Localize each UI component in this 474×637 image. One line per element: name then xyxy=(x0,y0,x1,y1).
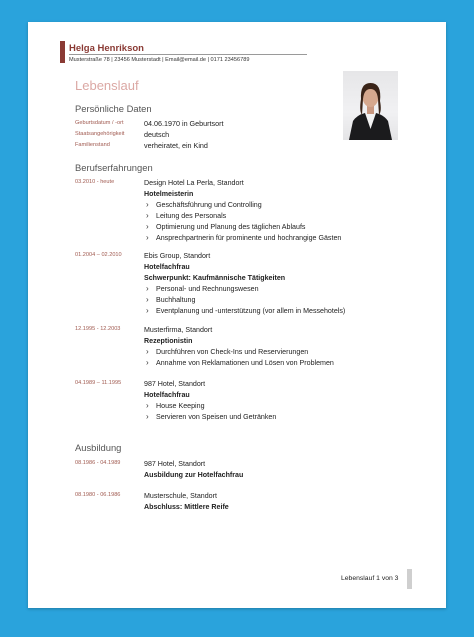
header-divider xyxy=(69,54,307,55)
personal-label: Geburtsdatum / -ort xyxy=(75,120,124,126)
entry-date: 08.1980 - 06.1986 xyxy=(75,492,121,498)
entry-bullet: › Buchhaltung xyxy=(144,295,434,306)
entry-body xyxy=(144,178,434,243)
entry-institution: 987 Hotel, Standort xyxy=(144,460,206,468)
personal-row xyxy=(75,130,375,141)
entry-bullet: › Personal- und Rechnungswesen xyxy=(144,284,434,295)
entry-bullet: › Eventplanung und -unterstützung (vor allem in Messehotels) xyxy=(144,306,434,317)
entry-date: 04.1989 – 11.1995 xyxy=(75,380,122,386)
education-heading: Ausbildung xyxy=(75,442,122,453)
entry-body xyxy=(144,251,434,316)
experience-heading: Berufserfahrungen xyxy=(75,162,153,173)
entry-company: Design Hotel La Perla, Standort xyxy=(144,179,244,187)
personal-label: Staatsangehörigkeit xyxy=(75,131,125,137)
resume-page xyxy=(28,22,446,608)
entry-role: Hotelmeisterin xyxy=(144,189,194,198)
entry-role: Hotelfachfrau xyxy=(144,390,190,399)
entry-bullet: › Leitung des Personals xyxy=(144,211,434,222)
entry-company: Musterfirma, Standort xyxy=(144,326,213,334)
entry-degree: Abschluss: Mittlere Reife xyxy=(144,502,229,511)
personal-label: Familienstand xyxy=(75,142,110,148)
entry-bullet: › Servieren von Speisen und Getränken xyxy=(144,412,434,423)
entry-bullet: › Optimierung und Planung des täglichen Ablaufs xyxy=(144,222,434,233)
entry-bullet: › Durchführen von Check-Ins und Reservierungen xyxy=(144,347,434,358)
contact-line: Musterstraße 78 | 23456 Musterstadt | Email@email.de | 0171 23456789 xyxy=(69,57,250,63)
entry-role: Hotelfachfrau xyxy=(144,262,190,271)
entry-company: Ebis Group, Standort xyxy=(144,252,211,260)
entry-bullet: › Geschäftsführung und Controlling xyxy=(144,200,434,211)
entry-company: 987 Hotel, Standort xyxy=(144,380,206,388)
entry-date: 01.2004 – 02.2010 xyxy=(75,252,122,258)
personal-value: deutsch xyxy=(144,130,170,139)
entry-bullet: › Annahme von Reklamationen und Lösen von Problemen xyxy=(144,358,434,369)
entry-institution: Musterschule, Standort xyxy=(144,492,217,500)
applicant-name: Helga Henrikson xyxy=(69,43,144,54)
entry-degree: Ausbildung zur Hotelfachfrau xyxy=(144,470,244,479)
personal-value: 04.06.1970 in Geburtsort xyxy=(144,119,224,128)
entry-body xyxy=(144,325,434,369)
entry-date: 08.1986 - 04.1989 xyxy=(75,460,121,466)
entry-body xyxy=(144,379,434,423)
entry-date: 03.2010 - heute xyxy=(75,179,115,185)
entry-bullet: › Ansprechpartnerin für prominente und hochrangige Gästen xyxy=(144,233,434,244)
entry-focus: Schwerpunkt: Kaufmännische Tätigkeiten xyxy=(144,273,286,282)
personal-row xyxy=(75,119,375,130)
entry-bullet: › House Keeping xyxy=(144,401,434,412)
personal-row xyxy=(75,141,375,152)
footer-accent-bar xyxy=(407,569,412,589)
page-number: Lebenslauf 1 von 3 xyxy=(341,575,399,582)
entry-date: 12.1995 - 12.2003 xyxy=(75,326,121,332)
personal-value: verheiratet, ein Kind xyxy=(144,141,208,150)
entry-role: Rezeptionistin xyxy=(144,336,193,345)
personal-data-heading: Persönliche Daten xyxy=(75,103,152,114)
document-title: Lebenslauf xyxy=(75,78,139,93)
entry-body xyxy=(144,491,434,513)
header-accent-bar xyxy=(60,41,65,63)
entry-body xyxy=(144,459,434,481)
